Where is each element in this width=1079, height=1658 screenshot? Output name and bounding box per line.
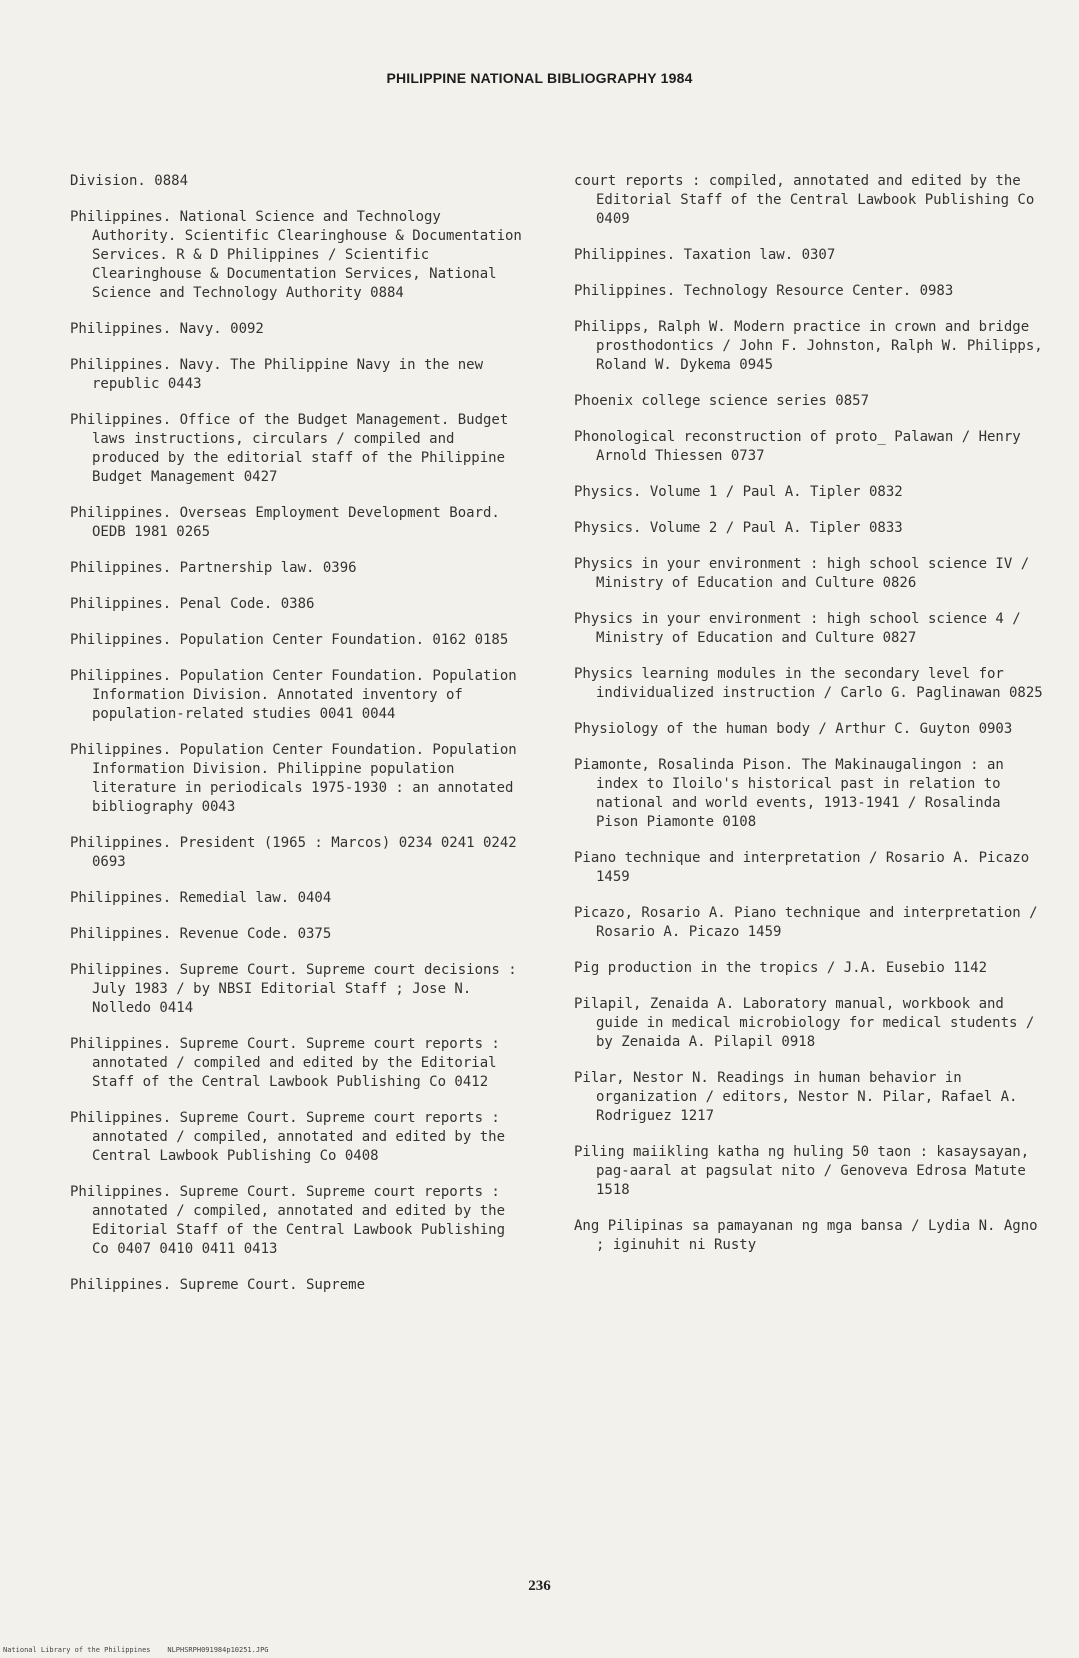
bibliography-entry: Philippines. Navy. 0092 [70,321,264,337]
bibliography-entry: Philippines. Office of the Budget Management. Budget laws instructions, circulars / compiled and produced by the editorial staff of the Philippine Budget Management 0427 [70,412,517,485]
bibliography-entry: Pilapil, Zenaida A. Laboratory manual, workbook and guide in medical microbiology for medical students / by Zenaida A. Pilapil 0918 [574,996,1043,1050]
bibliography-entry: Physics in your environment : high school science IV / Ministry of Education and Culture 0826 [574,556,1038,591]
bibliography-entry: Philippines. National Science and Technology Authority. Scientific Clearinghouse & Documentation Services. R & D Philippines / Scientific Clearinghouse & Documentation Services, National Science and Technology Authority 0884 [70,209,531,301]
bibliography-entry: Philippines. Partnership law. 0396 [70,560,357,576]
bibliography-entry: Physics learning modules in the secondary level for individualized instruction / Carlo G. Paglinawan 0825 [574,666,1043,701]
bibliography-entry: Picazo, Rosario A. Piano technique and interpretation / Rosario A. Picazo 1459 [574,905,1047,940]
left-column [70,172,530,1312]
bibliography-entry: Philippines. Supreme Court. Supreme court reports : annotated / compiled, annotated and edited by the Editorial Staff of the Central Lawbook Publishing Co 0407 0410 0411 0413 [70,1184,514,1257]
bibliography-entry: Physics. Volume 2 / Paul A. Tipler 0833 [574,520,903,536]
bibliography-entry: Phoenix college science series 0857 [574,393,870,409]
bibliography-entry: Philippines. Taxation law. 0307 [574,247,836,263]
bibliography-entry: Philipps, Ralph W. Modern practice in crown and bridge prosthodontics / John F. Johnston, Ralph W. Philipps, Roland W. Dykema 0945 [574,319,1052,373]
bibliography-entry: Ang Pilipinas sa pamayanan ng mga bansa / Lydia N. Agno ; iginuhit ni Rusty [574,1218,1047,1253]
bibliography-entry: Philippines. Revenue Code. 0375 [70,926,332,942]
right-column [574,172,1052,1272]
bibliography-entry: Piamonte, Rosalinda Pison. The Makinaugalingon : an index to Iloilo's historical past in relation to national and world events, 1913-1941 / Rosalinda Pison Piamonte 0108 [574,757,1013,830]
bibliography-entry: Pilar, Nestor N. Readings in human behavior in organization / editors, Nestor N. Pilar, Rafael A. Rodriguez 1217 [574,1070,1026,1124]
bibliography-entry: Philippines. Supreme Court. Supreme [70,1277,366,1293]
bibliography-entry: Piling maiikling katha ng huling 50 taon : kasaysayan, pag-aaral at pagsulat nito / Genoveva Edrosa Matute 1518 [574,1144,1038,1198]
page-title: PHILIPPINE NATIONAL BIBLIOGRAPHY 1984 [386,70,693,86]
bibliography-entry: Philippines. Remedial law. 0404 [70,890,332,906]
page-number: 236 [528,1578,551,1594]
bibliography-entry: Philippines. Supreme Court. Supreme court reports : annotated / compiled, annotated and edited by the Central Lawbook Publishing Co 0408 [70,1110,514,1164]
bibliography-entry: Philippines. Supreme Court. Supreme court decisions : July 1983 / by NBSI Editorial Staff ; Jose N. Nolledo 0414 [70,962,526,1016]
bibliography-entry: Philippines. Overseas Employment Development Board. OEDB 1981 0265 [70,505,509,540]
bibliography-entry: Phonological reconstruction of proto_ Palawan / Henry Arnold Thiessen 0737 [574,429,1030,464]
bibliography-entry: Division. 0884 [70,173,189,189]
bibliography-entry: Philippines. Technology Resource Center. 0983 [574,283,954,299]
bibliography-entry: Philippines. Supreme Court. Supreme court reports : annotated / compiled and edited by the Editorial Staff of the Central Lawbook Publishing Co 0412 [70,1036,509,1090]
bibliography-entry: Philippines. President (1965 : Marcos) 0234 0241 0242 0693 [70,835,526,870]
scan-footer: National Library of the Philippines NLPHSRPH091984p10251.JPG [3,1646,269,1654]
bibliography-entry: Philippines. Penal Code. 0386 [70,596,315,612]
bibliography-entry: Piano technique and interpretation / Rosario A. Picazo 1459 [574,850,1038,885]
bibliography-entry: Philippines. Population Center Foundation. 0162 0185 [70,632,509,648]
bibliography-entry: Pig production in the tropics / J.A. Eusebio 1142 [574,960,988,976]
bibliography-entry: Philippines. Population Center Foundation. Population Information Division. Annotated inventory of population-related studies 0041 0044 [70,668,526,722]
bibliography-entry: Physics in your environment : high school science 4 / Ministry of Education and Culture 0827 [574,611,1030,646]
bibliography-entry: court reports : compiled, annotated and edited by the Editorial Staff of the Central Lawbook Publishing Co 0409 [574,173,1043,227]
bibliography-entry: Physiology of the human body / Arthur C. Guyton 0903 [574,721,1013,737]
bibliography-entry: Philippines. Navy. The Philippine Navy in the new republic 0443 [70,357,492,392]
bibliography-entry: Philippines. Population Center Foundation. Population Information Division. Philippine population literature in periodicals 1975-1930 : an annotated bibliography 0043 [70,742,526,815]
bibliography-entry: Physics. Volume 1 / Paul A. Tipler 0832 [574,484,903,500]
